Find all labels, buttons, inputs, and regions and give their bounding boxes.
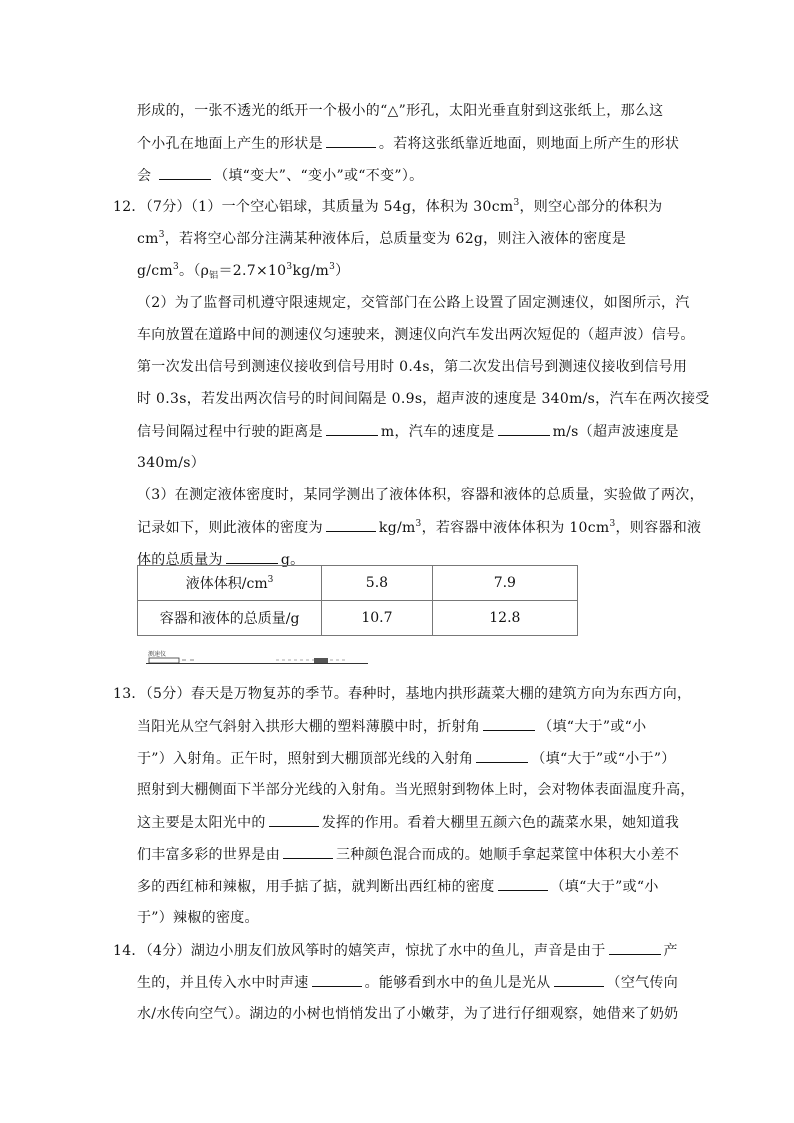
answer-blank[interactable] [226,549,278,564]
question-12-line: 记录如下，则此液体的密度为 $kg/m^3$，若容器中液体体积为 $10cm^3$，则容器和液 [137,519,702,536]
table-cell: 容器和液体的总质量/g [138,601,322,636]
answer-blank[interactable] [159,165,211,180]
question-13-line: 多的西红柿和辣椒，用手掂了掂，就判断出西红柿的密度 （填“大于”或“小 [137,876,659,897]
question-13-line: 们丰富多彩的世界是由 三种颜色混合而成的。她顺手拿起菜筐中体积大小差不 [137,844,679,865]
answer-blank[interactable] [483,716,535,731]
answer-blank[interactable] [283,844,333,859]
question-12-line: $cm^3$，若将空心部分注满某种液体后，总质量变为 62g，则注入液体的密度是 [137,230,627,247]
answer-blank[interactable] [498,876,548,891]
question-12-line: 340m/s） [137,455,205,471]
answer-blank[interactable] [326,133,376,148]
answer-blank[interactable] [498,421,550,436]
answer-blank[interactable] [476,748,528,763]
question-14-line: 生的，并且传入水中时声速 。能够看到水中的鱼儿是光从 （空气传向 [137,972,678,993]
text-line: 个小孔在地面上产生的形状是 。若将这张纸靠近地面，则地面上所产生的形状 [137,133,679,154]
question-12-line: 时 0.3s，若发出两次信号的时间间隔是 0.9s，超声波的速度是 340m/s，汽车在两次接受 [137,391,710,407]
question-13-line: 13．（5分）春天是万物复苏的季节。春种时，基地内拱形蔬菜大棚的建筑方向为东西方向， [113,686,692,702]
data-table [137,565,578,636]
table-cell: 7.9 [432,566,577,601]
table-cell: 5.8 [322,566,433,601]
table-row [138,601,578,636]
answer-blank[interactable] [609,940,661,955]
question-13-line: 于”）入射角。正午时，照射到大棚顶部光线的入射角 （填“大于”或“小于”） [137,748,676,769]
question-12-line: 信号间隔过程中行驶的距离是 m，汽车的速度是 m/s（超声波速度是 [137,421,679,442]
question-13-line: 照射到大棚侧面下半部分光线的入射角。当光照射到物体上时，会对物体表面温度升高， [137,782,695,798]
question-12-line: $g/cm^3$。$(\rho_铝=2.7\times 10^3kg/m^3)$ [137,262,350,281]
answer-blank[interactable] [326,517,376,532]
answer-blank[interactable] [554,972,604,987]
car-icon [314,658,328,663]
answer-blank[interactable] [312,972,362,987]
question-13-line: 于”）辣椒的密度。 [137,910,259,926]
text-line: 会 （填“变大”、“变小”或“不变”）。 [137,165,423,186]
table-row [138,566,578,601]
speed-meter-figure [146,650,371,666]
question-13-line: 这主要是太阳光中的 发挥的作用。看着大棚里五颜六色的蔬菜水果，她知道我 [137,812,679,833]
question-12-line: 体的总质量为 g。 [137,549,304,570]
table-cell: 液体体积$/cm^3$ [138,566,322,601]
question-12-line: 12．（7分）（1）一个空心铝球，其质量为 54g，体积为 $30cm^3$，则空心部分的体积为 [113,198,663,215]
question-12-line: 第一次发出信号到测速仪接收到信号用时 0.4s，第二次发出信号到测速仪接收到信号用 [137,359,688,375]
speed-meter-icon [149,658,179,663]
table-cell: 12.8 [432,601,577,636]
text-line: 形成的，一张不透光的纸开一个极小的“△”形孔，太阳光垂直射到这张纸上，那么这 [137,103,664,119]
question-12-line: （3）在测定液体密度时，某同学测出了液体体积，容器和液体的总质量，实验做了两次， [137,487,704,503]
question-12-line: （2）为了监督司机遵守限速规定，交管部门在公路上设置了固定测速仪，如图所示，汽 [137,295,690,311]
table-cell: 10.7 [322,601,433,636]
question-14-line: 水/水传向空气）。湖边的小树也悄悄发出了小嫩芽，为了进行仔细观察，她借来了奶奶 [137,1006,679,1022]
figure-label: 测速仪 [148,651,167,658]
answer-blank[interactable] [269,812,319,827]
question-13-line: 当阳光从空气斜射入拱形大棚的塑料薄膜中时，折射角 （填“大于”或“小 [137,716,646,737]
question-14-line: 14．（4分）湖边小朋友们放风筝时的嬉笑声，惊扰了水中的鱼儿，声音是由于 产 [113,940,678,961]
answer-blank[interactable] [326,421,378,436]
question-12-line: 车向放置在道路中间的测速仪匀速驶来，测速仪向汽车发出两次短促的（超声波）信号。 [137,327,695,343]
